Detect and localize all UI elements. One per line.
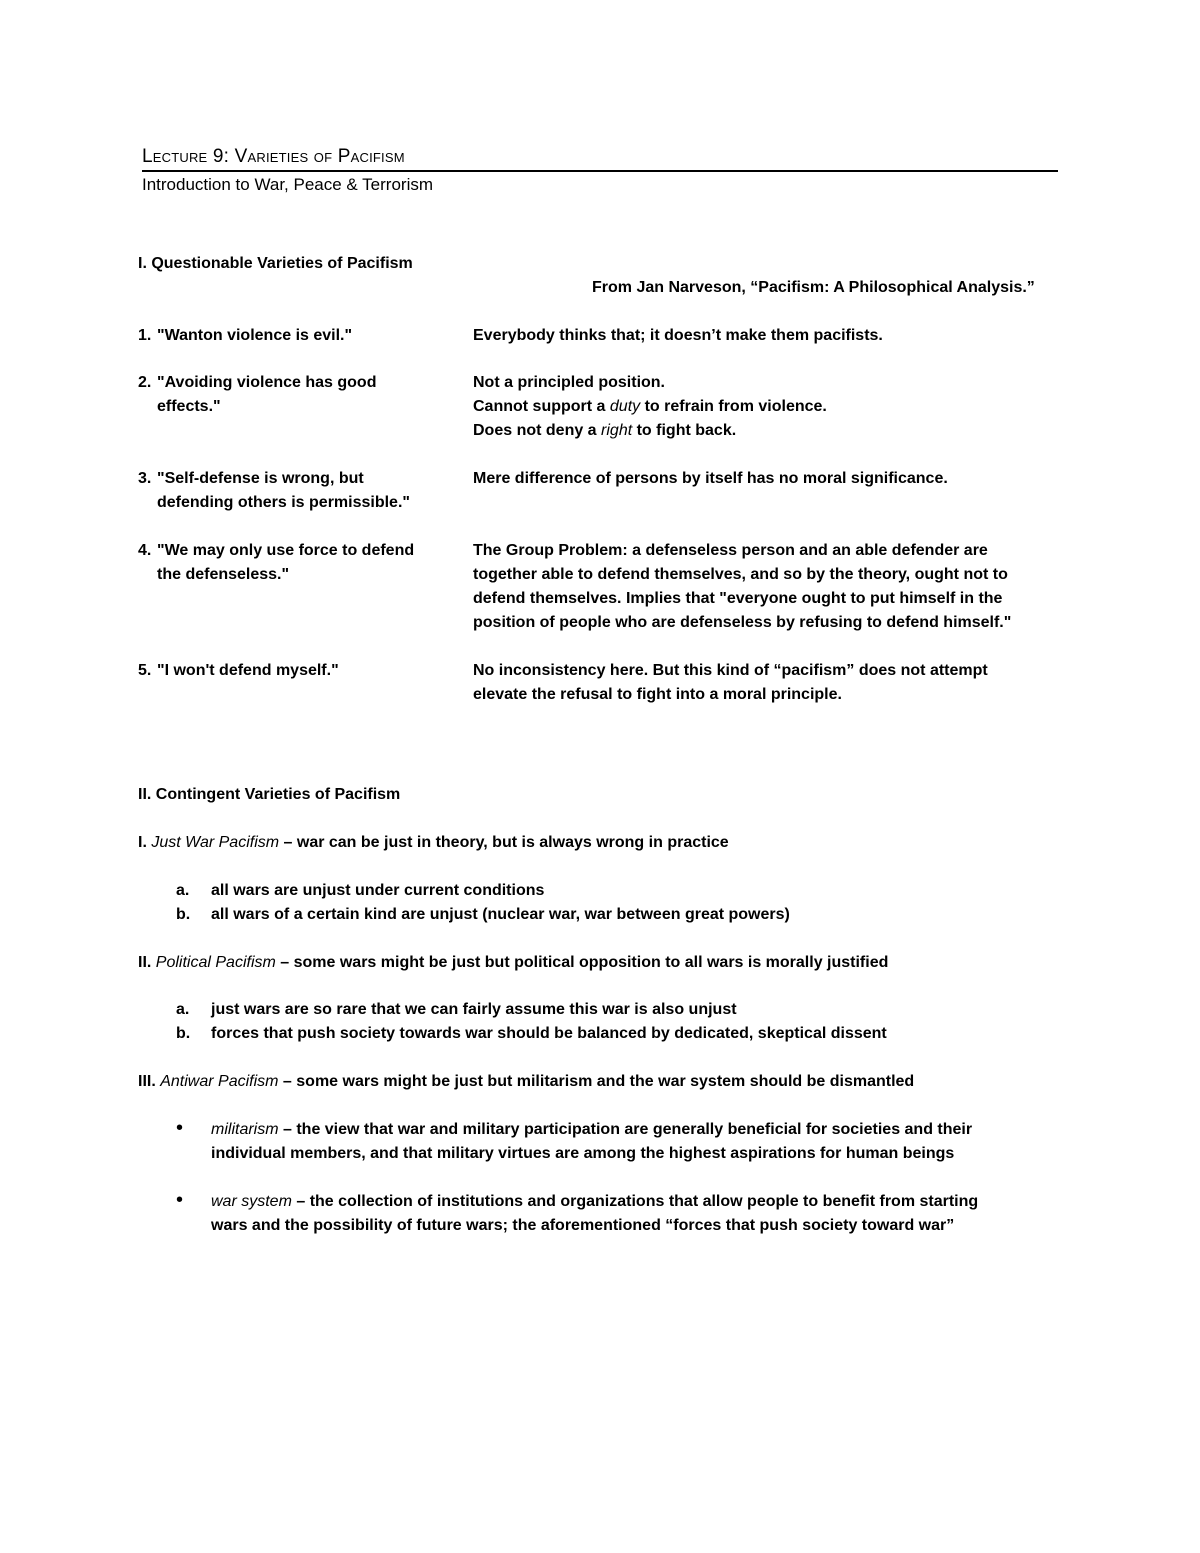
claim-4: 4. "We may only use force to defend the defenseless." xyxy=(138,542,415,583)
pp-item-a-label: a. xyxy=(176,1001,190,1018)
reply-3: Mere difference of persons by itself has no moral significance. xyxy=(473,470,948,487)
reply-4: The Group Problem: a defenseless person and an able defender are together able to defend themselves, and so by the theory, ought not to defend themselves. Implies that "everyone ought to put himself in the position of people who are defenseless by refusing to defend himself." xyxy=(473,542,1012,631)
political-pacifism-line: II. Political Pacifism – some wars might be just but political opposition to all wars is morally justified xyxy=(138,954,889,971)
militarism-bullet: militarism – the view that war and military participation are generally beneficial for societies and their individual members, and that military virtues are among the highest aspirations for human beings xyxy=(211,1121,973,1162)
claim-5: 5. "I won't defend myself." xyxy=(138,662,339,679)
antiwar-pacifism-line: III. Antiwar Pacifism – some wars might be just but militarism and the war system should be dismantled xyxy=(138,1073,915,1090)
bullet-icon: • xyxy=(176,1189,184,1211)
jwp-item-a-label: a. xyxy=(176,882,190,899)
pp-item-b-label: b. xyxy=(176,1025,191,1042)
section-1-heading: I. Questionable Varieties of Pacifism xyxy=(138,255,413,272)
claim-1: 1. "Wanton violence is evil." xyxy=(138,327,353,344)
source-citation: From Jan Narveson, “Pacifism: A Philosophical Analysis.” xyxy=(592,279,1035,296)
header-divider xyxy=(142,170,1058,172)
reply-5: No inconsistency here. But this kind of “pacifism” does not attempt elevate the refusal to fight into a moral principle. xyxy=(473,662,988,703)
pp-item-b: forces that push society towards war should be balanced by dedicated, skeptical dissent xyxy=(211,1025,887,1042)
reply-1: Everybody thinks that; it doesn’t make them pacifists. xyxy=(473,327,883,344)
just-war-pacifism-line: I. Just War Pacifism – war can be just in theory, but is always wrong in practice xyxy=(138,834,729,851)
jwp-item-a: all wars are unjust under current conditions xyxy=(211,882,545,899)
war-system-bullet: war system – the collection of institutions and organizations that allow people to benefit from starting wars and the possibility of future wars; the aforementioned “forces that push society toward war” xyxy=(211,1193,979,1234)
lecture-title: Lecture 9: Varieties of Pacifism xyxy=(142,146,405,167)
section-2-heading: II. Contingent Varieties of Pacifism xyxy=(138,786,401,803)
jwp-item-b: all wars of a certain kind are unjust (nuclear war, war between great powers) xyxy=(211,906,790,923)
bullet-icon: • xyxy=(176,1117,184,1139)
claim-2: 2. "Avoiding violence has good effects." xyxy=(138,374,377,415)
reply-2: Not a principled position. Cannot support a duty to refrain from violence. Does not deny a right to fight back. xyxy=(473,374,827,439)
jwp-item-b-label: b. xyxy=(176,906,191,923)
course-subtitle: Introduction to War, Peace & Terrorism xyxy=(142,175,434,194)
pp-item-a: just wars are so rare that we can fairly assume this war is also unjust xyxy=(211,1001,737,1018)
claim-3: 3. "Self-defense is wrong, but defending others is permissible." xyxy=(138,470,410,511)
